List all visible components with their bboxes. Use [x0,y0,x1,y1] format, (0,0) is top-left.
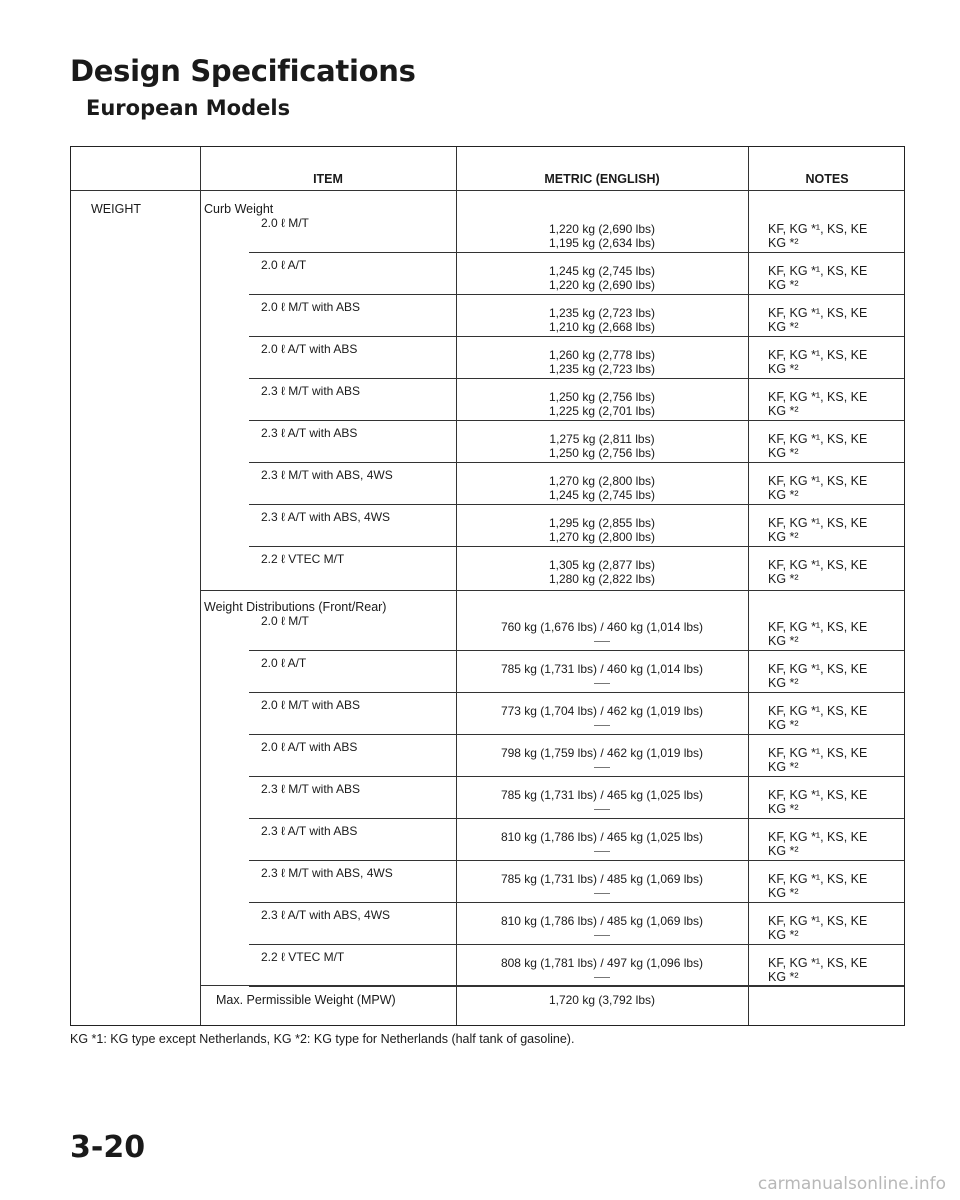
row-item: 2.3 ℓ A/T with ABS, 4WS [261,510,391,524]
row-note: KG *² [768,844,799,858]
row-divider [249,378,904,379]
row-note: KG *² [768,886,799,900]
row-note: KG *² [768,446,799,460]
spec-table [70,146,905,1026]
row-note: KG *² [768,676,799,690]
header-metric: METRIC (ENGLISH) [544,172,660,186]
row-note: KF, KG *¹, KS, KE [768,558,868,572]
row-metric: 1,280 kg (2,822 lbs) [548,572,656,586]
row-note: KF, KG *¹, KS, KE [768,914,868,928]
row-dash [594,809,610,810]
row-note: KG *² [768,320,799,334]
row-divider [249,252,904,253]
row-metric: 1,260 kg (2,778 lbs) [548,348,656,362]
row-metric: 1,245 kg (2,745 lbs) [548,488,656,502]
row-item: 2.0 ℓ M/T with ABS [261,698,361,712]
row-item: 2.0 ℓ A/T with ABS [261,740,358,754]
row-note: KG *² [768,802,799,816]
row-note: KG *² [768,530,799,544]
row-note: KG *² [768,718,799,732]
row-note: KG *² [768,488,799,502]
row-metric: 1,220 kg (2,690 lbs) [548,278,656,292]
page-title: Design Specifications [70,54,416,88]
row-note: KF, KG *¹, KS, KE [768,390,868,404]
row-item: 2.3 ℓ A/T with ABS, 4WS [261,908,391,922]
row-divider [249,294,904,295]
row-dash [594,683,610,684]
row-metric: 785 kg (1,731 lbs) / 460 kg (1,014 lbs) [500,662,704,676]
row-note: KF, KG *¹, KS, KE [768,474,868,488]
row-note: KG *² [768,970,799,984]
row-note: KF, KG *¹, KS, KE [768,222,868,236]
row-dash [594,641,610,642]
row-metric: 1,275 kg (2,811 lbs) [549,432,655,446]
row-divider [249,546,904,547]
row-item: 2.3 ℓ M/T with ABS, 4WS [261,468,393,482]
row-divider [249,336,904,337]
row-note: KF, KG *¹, KS, KE [768,264,868,278]
row-dash [594,893,610,894]
row-note: KF, KG *¹, KS, KE [768,306,868,320]
row-dash [594,767,610,768]
row-metric: 1,225 kg (2,701 lbs) [548,404,656,418]
mpw-label: Max. Permissible Weight (MPW) [216,993,396,1007]
row-divider [249,650,904,651]
row-metric: 798 kg (1,759 lbs) / 462 kg (1,019 lbs) [500,746,704,760]
row-metric: 1,195 kg (2,634 lbs) [548,236,656,250]
row-note: KF, KG *¹, KS, KE [768,788,868,802]
row-note: KF, KG *¹, KS, KE [768,746,868,760]
row-metric: 1,250 kg (2,756 lbs) [548,390,656,404]
row-note: KF, KG *¹, KS, KE [768,662,868,676]
row-metric: 773 kg (1,704 lbs) / 462 kg (1,019 lbs) [500,704,704,718]
row-metric: 1,210 kg (2,668 lbs) [548,320,656,334]
row-divider [249,504,904,505]
row-note: KG *² [768,760,799,774]
mpw-divider [200,985,904,986]
row-note: KG *² [768,362,799,376]
row-item: 2.0 ℓ M/T [261,216,309,230]
row-item: 2.3 ℓ M/T with ABS [261,384,361,398]
row-item: 2.2 ℓ VTEC M/T [261,552,345,566]
row-divider [249,986,904,987]
row-note: KF, KG *¹, KS, KE [768,516,868,530]
row-note: KF, KG *¹, KS, KE [768,432,868,446]
row-divider [249,818,904,819]
row-item: 2.3 ℓ M/T with ABS [261,782,361,796]
row-dash [594,977,610,978]
row-divider [249,902,904,903]
row-note: KF, KG *¹, KS, KE [768,704,868,718]
row-metric: 1,305 kg (2,877 lbs) [548,558,656,572]
row-dash [594,851,610,852]
page-number: 3-20 [70,1130,146,1165]
row-divider [249,420,904,421]
row-divider [249,462,904,463]
row-note: KG *² [768,404,799,418]
row-note: KF, KG *¹, KS, KE [768,620,868,634]
header-item: ITEM [313,172,343,186]
row-dash [594,935,610,936]
row-metric: 1,235 kg (2,723 lbs) [548,362,656,376]
row-item: 2.3 ℓ A/T with ABS [261,824,358,838]
row-divider [249,944,904,945]
row-item: 2.0 ℓ A/T [261,656,307,670]
row-metric: 1,235 kg (2,723 lbs) [548,306,656,320]
row-item: 2.0 ℓ A/T with ABS [261,342,358,356]
row-metric: 1,270 kg (2,800 lbs) [548,530,656,544]
row-item: 2.3 ℓ A/T with ABS [261,426,358,440]
row-note: KG *² [768,634,799,648]
column-divider [200,147,201,1025]
row-item: 2.0 ℓ M/T [261,614,309,628]
row-item: 2.0 ℓ A/T [261,258,307,272]
row-metric: 1,245 kg (2,745 lbs) [548,264,656,278]
row-metric: 1,295 kg (2,855 lbs) [548,516,656,530]
row-item: 2.0 ℓ M/T with ABS [261,300,361,314]
row-note: KF, KG *¹, KS, KE [768,830,868,844]
section-divider [200,590,904,591]
page-subtitle: European Models [86,96,291,120]
row-divider [249,692,904,693]
row-divider [249,776,904,777]
row-note: KG *² [768,278,799,292]
watermark: carmanualsonline.info [757,1174,946,1194]
row-note: KG *² [768,928,799,942]
header-divider [71,190,904,191]
row-metric: 810 kg (1,786 lbs) / 465 kg (1,025 lbs) [500,830,704,844]
row-note: KG *² [768,236,799,250]
row-note: KF, KG *¹, KS, KE [768,872,868,886]
row-item: 2.2 ℓ VTEC M/T [261,950,345,964]
header-notes: NOTES [805,172,849,186]
footnote: KG *1: KG type except Netherlands, KG *2: KG type for Netherlands (half tank of gasoline). [70,1032,575,1046]
section-label: Weight Distributions (Front/Rear) [204,600,387,614]
row-dash [594,725,610,726]
row-divider [249,860,904,861]
row-metric: 1,250 kg (2,756 lbs) [548,446,656,460]
row-metric: 1,220 kg (2,690 lbs) [548,222,656,236]
mpw-value: 1,720 kg (3,792 lbs) [548,993,656,1007]
category-label: WEIGHT [91,202,141,216]
row-note: KG *² [768,572,799,586]
row-metric: 785 kg (1,731 lbs) / 465 kg (1,025 lbs) [500,788,704,802]
row-metric: 760 kg (1,676 lbs) / 460 kg (1,014 lbs) [500,620,704,634]
column-divider [748,147,749,1025]
row-metric: 808 kg (1,781 lbs) / 497 kg (1,096 lbs) [500,956,704,970]
section-label: Curb Weight [204,202,274,216]
row-item: 2.3 ℓ M/T with ABS, 4WS [261,866,393,880]
row-note: KF, KG *¹, KS, KE [768,348,868,362]
row-metric: 785 kg (1,731 lbs) / 485 kg (1,069 lbs) [500,872,704,886]
row-metric: 810 kg (1,786 lbs) / 485 kg (1,069 lbs) [500,914,704,928]
row-metric: 1,270 kg (2,800 lbs) [548,474,656,488]
row-divider [249,734,904,735]
row-note: KF, KG *¹, KS, KE [768,956,868,970]
